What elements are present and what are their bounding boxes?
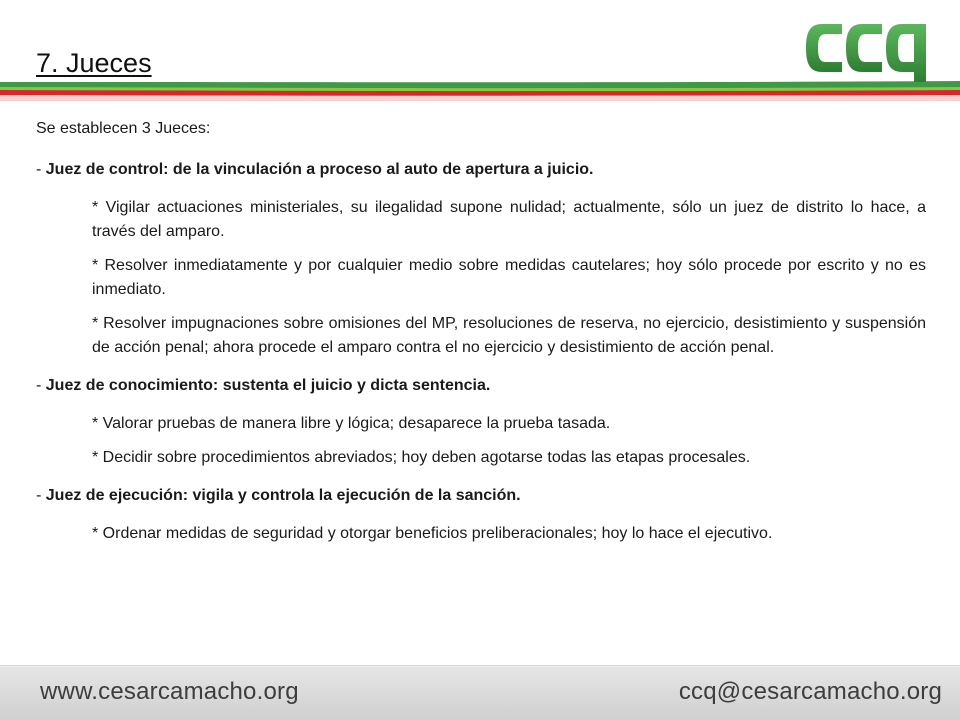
judge-heading	[36, 158, 926, 182]
judge-section	[36, 484, 926, 546]
judge-section	[36, 374, 926, 470]
judge-heading	[36, 484, 926, 508]
duty-item: * Resolver inmediatamente y por cualquier medio sobre medidas cautelares; hoy sólo procede por escrito y no es inmediato.	[92, 257, 926, 298]
judge-heading	[36, 374, 926, 398]
duty-item: * Ordenar medidas de seguridad y otorgar beneficios preliberacionales; hoy lo hace el ejecutivo.	[92, 525, 773, 542]
judge-section	[36, 158, 926, 360]
duty-item: * Valorar pruebas de manera libre y lógica; desaparece la prueba tasada.	[92, 415, 611, 432]
decorative-stripes	[0, 80, 960, 102]
logo-letter-q	[886, 24, 926, 82]
slide-content	[36, 117, 926, 560]
bullet-dash: -	[36, 161, 46, 178]
logo-letter-c2	[846, 24, 882, 72]
website-link[interactable]: www.cesarcamacho.org	[40, 678, 299, 705]
bullet-dash: -	[36, 487, 46, 504]
logo-letter-c1	[806, 24, 842, 72]
duty-list	[36, 412, 926, 470]
ccq-logo	[806, 12, 928, 82]
duty-item: * Vigilar actuaciones ministeriales, su ilegalidad supone nulidad; actualmente, sólo un juez de distrito lo hace, a través del amparo.	[92, 199, 926, 240]
footer-divider	[0, 666, 960, 667]
duty-list	[36, 522, 926, 546]
pink-stripe	[0, 95, 960, 101]
duty-item: * Resolver impugnaciones sobre omisiones del MP, resoluciones de reserva, no ejercicio, desistimiento y suspensión de acción penal; ahora procede el amparo contra el no ejercicio y desistimiento de acción penal.	[92, 315, 926, 356]
slide-title: 7. Jueces	[36, 48, 152, 78]
duty-list	[36, 196, 926, 360]
judge-heading-text: Juez de conocimiento: sustenta el juicio y dicta sentencia.	[45, 377, 491, 394]
duty-item: * Decidir sobre procedimientos abreviados; hoy deben agotarse todas las etapas procesales.	[92, 449, 751, 466]
judge-heading-text: Juez de control: de la vinculación a proceso al auto de apertura a juicio.	[45, 161, 594, 178]
bullet-dash: -	[36, 377, 46, 394]
judge-heading-text: Juez de ejecución: vigila y controla la ejecución de la sanción.	[45, 487, 521, 504]
intro-text: Se establecen 3 Jueces:	[36, 120, 211, 137]
email-link[interactable]: ccq@cesarcamacho.org	[678, 678, 942, 705]
